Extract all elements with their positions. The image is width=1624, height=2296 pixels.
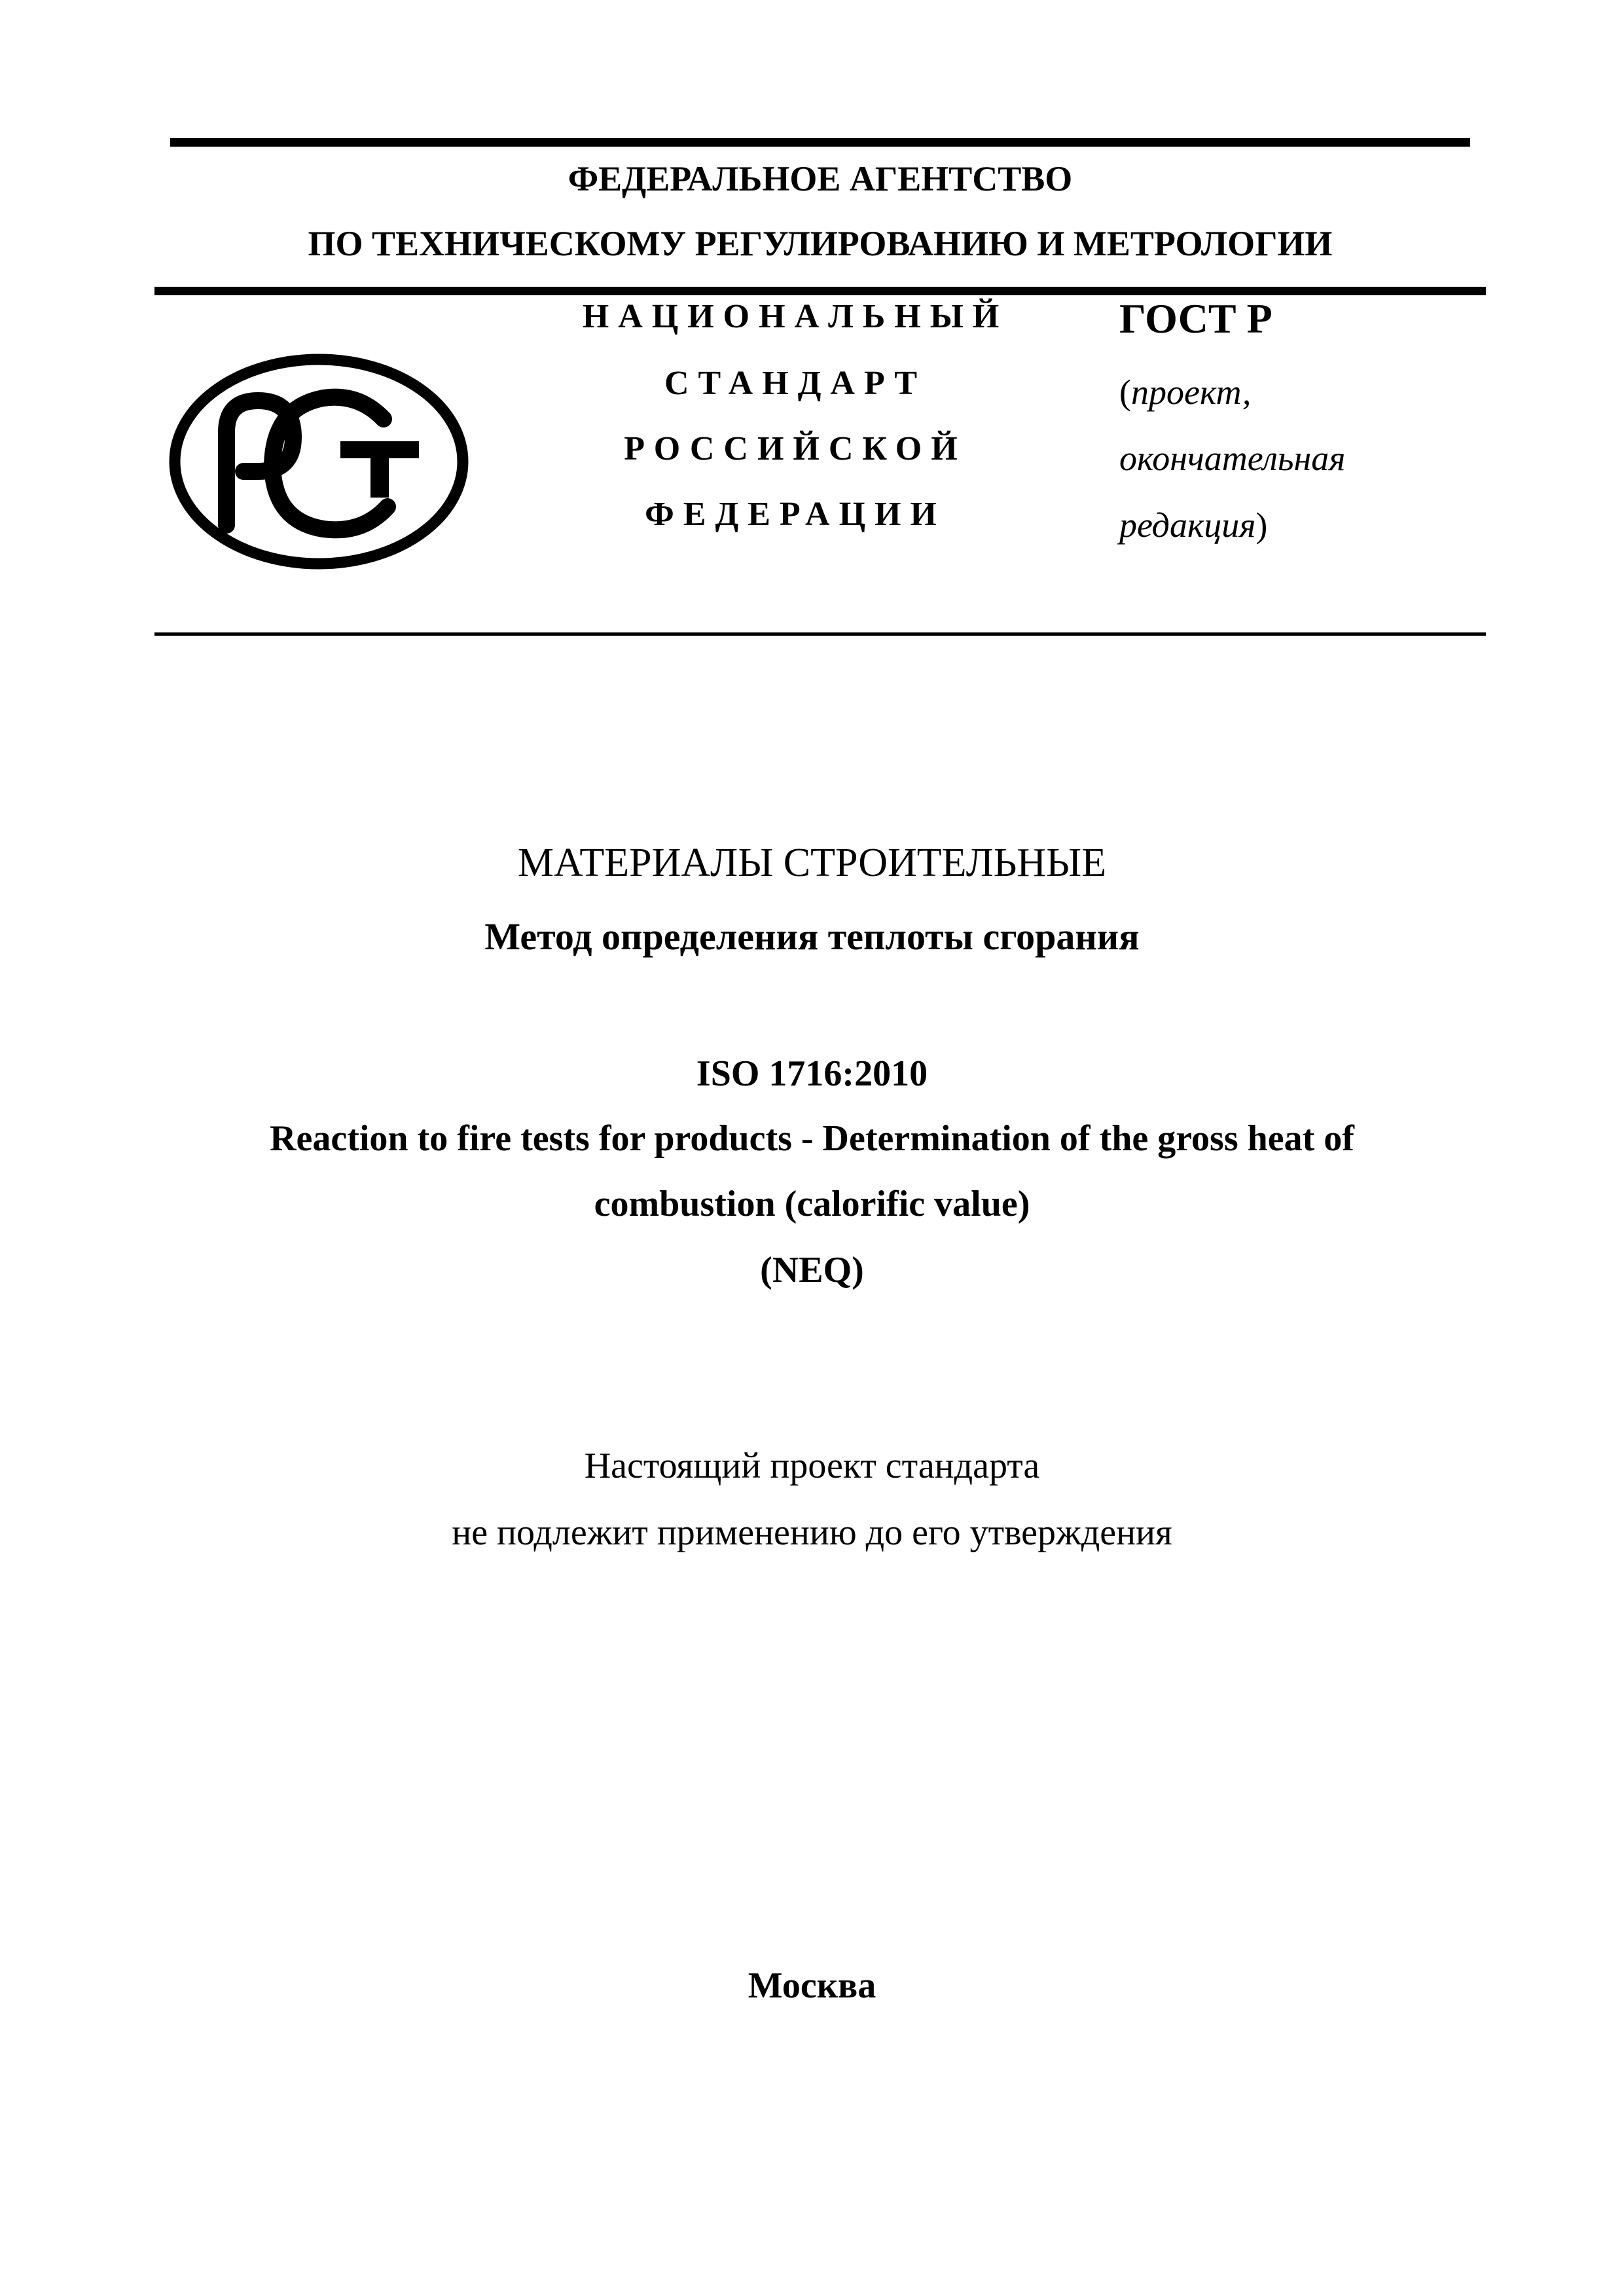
draft-notice-line2: не подлежит применению до его утверждения [452, 1512, 1172, 1553]
header-bottom-rule [154, 632, 1486, 636]
draft-notice-line1: Настоящий проект стандарта [584, 1446, 1040, 1486]
national-standard-line2: СТАНДАРТ [664, 365, 927, 402]
standard-code: ГОСТ Р [1119, 295, 1272, 342]
status-word-edition: редакция [1119, 505, 1256, 545]
top-rule [170, 138, 1470, 147]
iso-title-line2: combustion (calorific value) [594, 1184, 1030, 1224]
status-word-final: окончательная [1119, 439, 1346, 478]
document-subtitle: Метод определения теплоты сгорания [484, 915, 1140, 958]
iso-reference-number: ISO 1716:2010 [696, 1053, 928, 1094]
draft-status-line1 [1119, 374, 1251, 410]
status-close-paren: ) [1255, 505, 1268, 545]
document-title: МАТЕРИАЛЫ СТРОИТЕЛЬНЫЕ [517, 841, 1107, 885]
national-standard-line4: ФЕДЕРАЦИИ [645, 496, 946, 533]
draft-status-line2 [1119, 441, 1345, 476]
rst-logo-icon [169, 354, 469, 570]
national-standard-line1: НАЦИОНАЛЬНЫЙ [582, 298, 1009, 335]
national-standard-line3: РОССИЙСКОЙ [624, 430, 967, 467]
agency-name-line1: ФЕДЕРАЛЬНОЕ АГЕНТСТВО [568, 159, 1073, 198]
iso-equivalence: (NEQ) [760, 1250, 864, 1290]
status-open-paren: ( [1119, 373, 1131, 412]
draft-status-line3 [1119, 507, 1267, 543]
iso-title-line1: Reaction to fire tests for products - Determination of the gross heat of [270, 1118, 1354, 1159]
status-word-draft: проект, [1130, 373, 1252, 412]
publication-city: Москва [748, 1965, 876, 2006]
header-rule [154, 287, 1486, 295]
agency-name-line2: ПО ТЕХНИЧЕСКОМУ РЕГУЛИРОВАНИЮ И МЕТРОЛОГИИ [308, 224, 1333, 263]
